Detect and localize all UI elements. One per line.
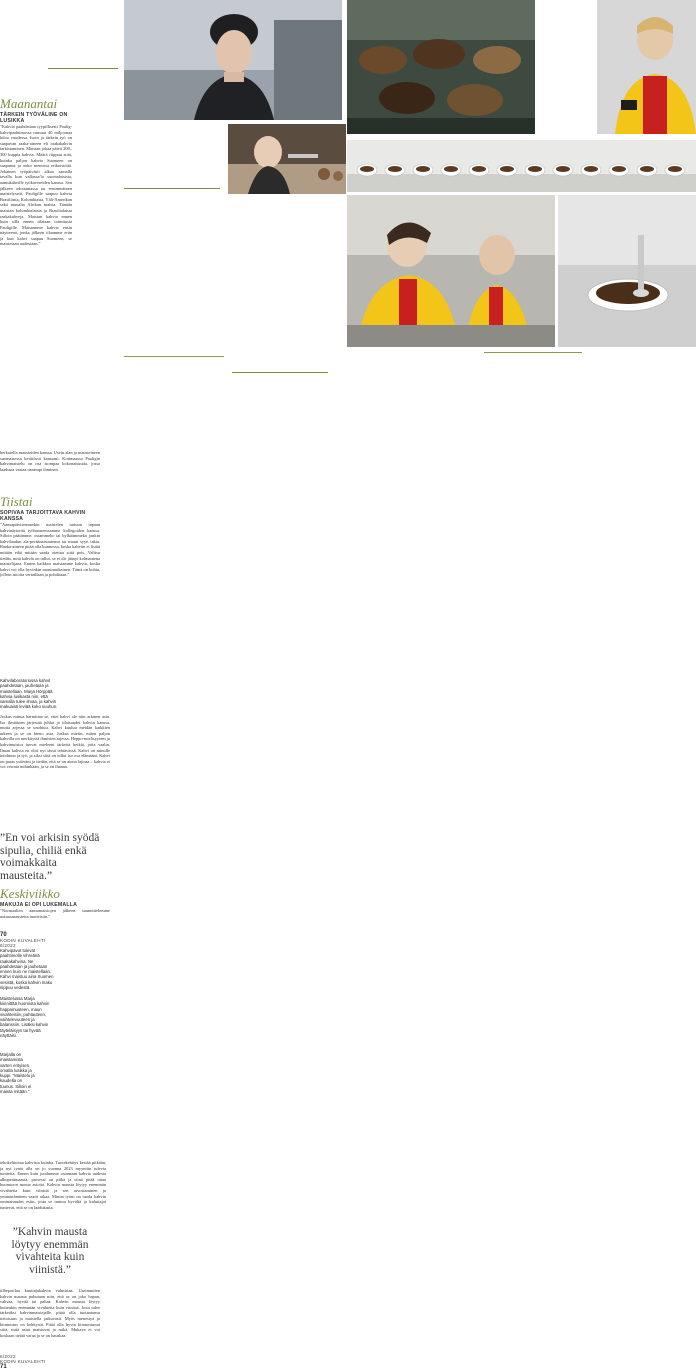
cupping-table-photo — [347, 140, 696, 192]
footer-issue-right: 6/2022 — [0, 1354, 16, 1359]
portrait-caption: Kun Marja haki paikkasi Pauligin kahvitaboriaatoriosta, hän ei vielä tiennyt mitä tulisi tekemään. ”Pienenä olin tosi ronkeli. En osaa sanoa, olike se hyvää makuaistia vai olenko vain ollut tavan tapaaan.” — [0, 0, 41, 69]
footer-magazine-left: KODIN KUVALEHTI — [0, 938, 46, 943]
body-text-monday: ”Kahvia paahdetaan tyypillisesti Paulig-kahvipaahtimossa runsaat 40 miljoonaa kiloa vuodessa. Isoin ja tärkein työ on saapuvan raaka-aineen eli raakakahvin tarkistaminen. Maistan jokaa päivä 200–300 kuppia kahvia. Määrä riippuu siitä, kuinka paljon kahvia Suomeen on saapunut ja onko menossa erikoistöitä. Jokainen työpäivästi alkaa samalla tavalla kun vallassa/la suomalaisista, aamukahville työkavereiden kanssa. Sen jälkeen odottamassa on ensimmäinen maistelysetti. Pauligille saapuu kahvia Brasiliasta, Kolumbiasta, Väli-Amerikan sekä muualta Afrikan maista. Tänään maistan kolumbialaisia ja Brasilialaisia raakakahveja. Maistan kahvia ennen kuin sillä ennen tilataan toimitusta Pauligille. Maistamme kahvia ensin näytteenä, jonka jälkeen tilaamme erän ja kun kahvi saapuu Suomeen, se maistetaan uudestaan.” — [0, 124, 72, 247]
section-rule — [124, 188, 220, 189]
section-title-wednesday: Keskiviikko — [0, 886, 60, 901]
page-number-right: 71 — [0, 1364, 7, 1370]
cups-caption: Ennen maistamista kahvinäytteet sekoitetaan ja kuppien pinnalla kuori kahvin vaahto pois. — [0, 1114, 32, 1151]
footer-magazine-right: KODIN KUVALEHTI — [0, 1359, 46, 1364]
coffee-jars-caption: Kahvipavut tulevat paahtimolle vihreänä raakakahvina. Ne paahdetaan ja jauhetaan ennen kuin ne maistellaan. Kahvi maistuu aina Suomen vesistä, koska kahvin maku riippuu vedestä. — [0, 948, 54, 991]
section-title-monday: Maanantai — [0, 96, 58, 111]
pull-quote-2: ”Kahvin mausta löytyy enemmän vivahteita kuin viinistä.” — [11, 1226, 89, 1276]
pull-quote-1: ”En voi arkisin syödä sipulia, chiliä enkä voimakkaita mausteita.” — [0, 832, 100, 882]
body-text-col3: Joskus minua harmittaa se, ettei kahvi ole niin arkinen asia. Iso ilmiöinen järjestää juhlat ja tilaisuudet kahvin kanssa, mutta arjessa se unohtuu. Kahvi kuuluu meidän kaikkien arkeen ja se on hieno asia. Joskus mietin, miten paljon kahvilla on merkitystä ihmisten arjessa. Heppo-mielisyyteni ja kahvimuistot tuovat mieleeni tärkeitä hetkiä, joita vaalin. Ilman kahvia en olisi nyt tässä tehtävässä. Kahvi on minulle intohimo ja työ, ja siksi siitä on tullut iso osa elämääni. Kahvi on paras ystäväni ja tiedän, että se on ainoa lajinsa – kahvia ei voi verrata mihinkään, ja se on ihanaa. — [0, 714, 110, 770]
body-text-col2-top: herkutella mausteiden kanssa. Usein alan ja mausteineen suomaisessa keittiössä kanssani. Kotimaassa Pauligin kahvimaistelu on osa isompaa kokonaisuutta, jossa laadusta vastaa useampi ihminen. — [0, 450, 100, 472]
section-subtitle-wednesday: MAKUJA EI OPI LUKEMALLA — [0, 902, 78, 908]
section-subtitle-monday: TÄRKEIN TYÖVÄLINE ON LUSIKKA — [0, 112, 68, 124]
body-text-wednesday: ”Normaalien aamumaistojen jälkeen suunnittelemme uutuusmausteita tuotteisiin.” — [0, 908, 110, 919]
section-rule — [48, 68, 118, 69]
tasting-caption: Kahvilaboratoriossa kahvit paahdetaan, jauhetaan ja maistellaan. Marja Hörppää kahvia lusikasta niin, että samalla tulee ilmaa, ja kahvin makuaisti leviää koko suuhun. — [0, 678, 58, 710]
coffee-jars-photo — [347, 0, 535, 134]
body-text-right-col-c: tilhepotilaa kuuttajakahvin valmistaa. Useimmiten kahvin mausta puhutaan niin, että se on joko hapan, vahvaa, hyvää tai pahaa. Kahvin mausta löytyy kuitenkin enemmän vivahteita kuin viinistä. Joita tulee tärkeäksi kahvinmaistajalle, pitää olla tuotantonsa tietoisuus ja maistella jatkuvasti. Myös menestyä ja kiinnostus on kehitystä. Pitää olla hyvin kiinnostunut siitä, mitä asiat maistuvat ja mikä. Mukava ei voi koskaan tietää varaa ja se on hauskaa. — [0, 1288, 100, 1338]
body-text-tuesday: ”Aamupäivisemmekin maistelen tuttuun tapaan kahvinäytteitä työhuoneessamme kollegoiden kanssa. Silloin päätämme, ostammeko tai hylkäämmekö jonkin kahvilaadun ala-peräänaisuutensa tai muun syyn takia. Raaka-aineen pitää olla kunnossa, koska kahviin ei lisätä mitään eikä mitään saada otettua siitä pois. Valitsu tiedän, mitä kahvin on tullut, se ei ole jäänyt kolmantena maistelijana. Ennen kaikkea maistamme kahvin, koska kahvi voi olla hyvinkin monimutkainen. Tämä on kohta, jolloin asioita vertaillaan ja pohditaan.” — [0, 522, 100, 578]
footer-issue-left: 6/2022 — [0, 943, 16, 948]
body-text-right-col-a: tehokehtoitaa kahvista kuinka. Tuotekehitys kestää pitkään, ja nyt tyntö alla on jo vuonna 2023 myyntiin tulevia tuotteita. Ennen kuin joudumme ostamaan kahvia uudesta alkuperämaasta, prosessi on pitkä ja siinä pitää ottaa huomioon monia asioita. Kahvin mausta löytyy enemmän vivahteita kuin viinistä ja sen arvostaminen ja ymmärtäminen vaatii aikaa. Minun työni on tuoda kahvin ominaisuudet esiin, jotta se tuntuu hyvältä ja kuluttajat tuntevat, että se on laadukasta. — [0, 1160, 106, 1210]
section-rule — [232, 372, 328, 373]
section-title-tuesday: Tiistai — [0, 494, 33, 509]
cups-closeup-photo — [558, 195, 696, 347]
tasting-photo — [228, 124, 346, 194]
section-subtitle-tuesday: SOPIVAA TARJOITTAVA KAHVIN KANSSA — [0, 510, 86, 522]
quote-rule-top — [124, 356, 224, 357]
portrait-paulig-photo — [597, 0, 696, 134]
quote-rule-top — [484, 352, 582, 353]
portrait-paulig-caption: Maistelussa Marja kiinnittää huomiota kahvin happamuuteen, maun vivahteisiin, puhtauteen, vaihtelevuuteen ja balanssiin. Lisäksi kahvin täyteläisyys tai hyvää näyttäisi. — [0, 996, 50, 1039]
tasters-photo — [347, 195, 555, 347]
portrait-photo — [124, 0, 342, 120]
tasters-caption: Marjalla on maistamista varten erityisen omatla lusikka ja kuppi. ”Maistelu ja kaudella on tuunus. Silloin ei maista mitään.” — [0, 1052, 35, 1095]
page-number-left: 70 — [0, 932, 7, 938]
